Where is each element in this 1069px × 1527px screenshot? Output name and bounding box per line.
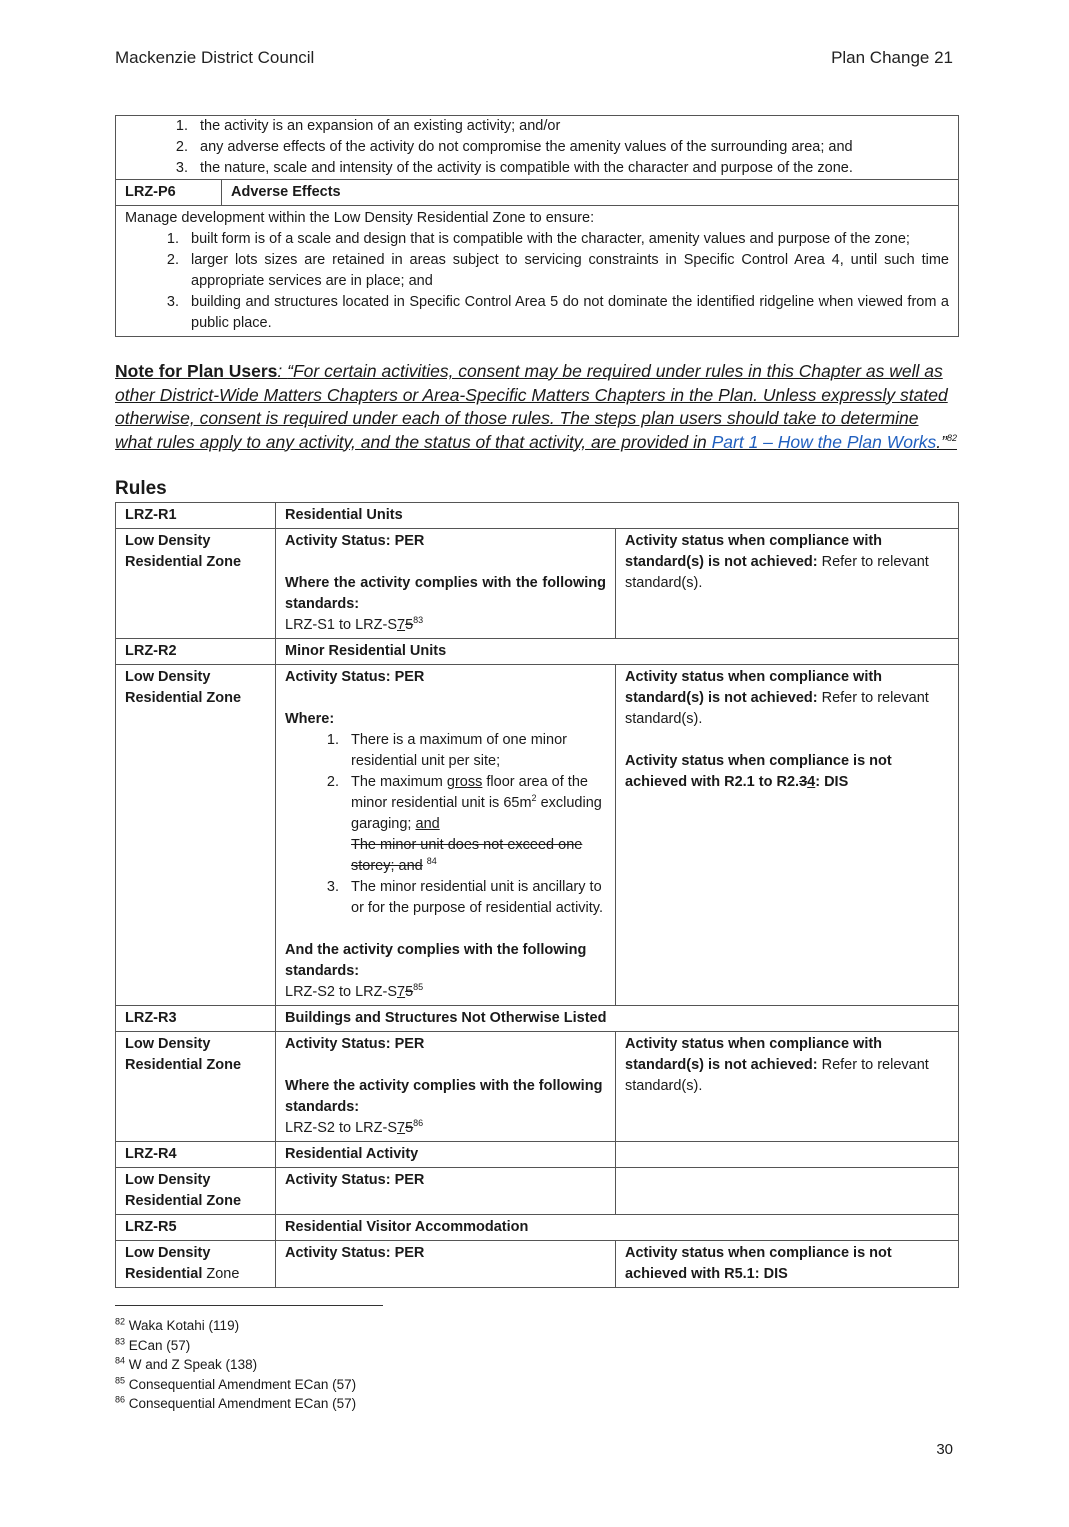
- standards-ref: LRZ-S1 to LRZ-$S75^{83}$: [285, 615, 424, 633]
- non-compliance-text: Refer to relevant standard(s).: [625, 554, 929, 591]
- rule-code: LRZ-R3: [116, 1006, 276, 1032]
- policy-code: LRZ-P6: [116, 180, 222, 206]
- policy-body: [116, 206, 959, 337]
- non-compliance-cell: [616, 529, 959, 639]
- plan-works-link[interactable]: Part 1 – How the Plan Works: [711, 431, 937, 452]
- zone-line: Low Density: [125, 1245, 211, 1261]
- activity-status: Activity Status: PER: [276, 1241, 616, 1288]
- zone-line: Residential Zone: [125, 690, 242, 706]
- header-council-name: Mackenzie District Council: [115, 48, 315, 67]
- list-item: 3. building and structures located in Specific Control Area 5 do not dominate the identified ridgeline when viewed from a public place.: [183, 292, 949, 334]
- zone-line: Low Density: [125, 1036, 211, 1052]
- footnote-ref: 83: [413, 615, 424, 626]
- policy-items: [125, 229, 949, 334]
- non-compliance-label: Activity status when compliance with standard(s) is not achieved:: [625, 1036, 883, 1073]
- note-text: “For certain activities, consent may be required under rules in this Chapter as well as other District-Wide Matters Chapters or Area-Specific Matters Chapters in the Plan. Unless expressly stated otherwise, consent is required under each of those rules. The steps plan users should take to determine what rules apply to any activity, and the status of that activity, are provided in: [115, 361, 948, 452]
- where-standards: Where the activity complies with the following standards:: [285, 1078, 603, 1115]
- list-item: 1. the activity is an expansion of an existing activity; and/or: [192, 116, 949, 137]
- struck-text: The minor unit does not exceed one storey; and: [351, 837, 583, 874]
- policy-list-cell: [116, 116, 959, 180]
- policy-intro: Manage development within the Low Density Residential Zone to ensure:: [125, 210, 595, 226]
- list-item: 1. built form is of a scale and design that is compatible with the character, amenity values and purpose of the zone;: [183, 229, 949, 250]
- policy-list: [125, 116, 949, 179]
- zone-cell: [116, 529, 276, 639]
- activity-status: Activity Status: PER: [285, 533, 425, 549]
- non-compliance-cell: [616, 1032, 959, 1142]
- rule-title: Buildings and Structures Not Otherwise Listed: [276, 1006, 959, 1032]
- non-compliance-dis: Activity status when compliance is not achieved with R2.1 to R2.34: DIS: [625, 753, 892, 790]
- note-footnote-ref: 82: [946, 432, 957, 443]
- rule-title: Residential Visitor Accommodation: [276, 1215, 959, 1241]
- list-item: 2. any adverse effects of the activity do not compromise the amenity values of the surrounding area; and: [192, 137, 949, 158]
- rule-code: LRZ-R4: [116, 1142, 276, 1168]
- where-label: Where:: [285, 711, 335, 727]
- condition-list: [285, 730, 606, 919]
- zone-line: Low Density: [125, 533, 211, 549]
- footnote: $^{85}$ Consequential Amendment ECan (57): [115, 1375, 357, 1392]
- note-end: .”: [936, 431, 947, 452]
- page-number: 30: [936, 1441, 953, 1458]
- policy-table: [115, 115, 959, 337]
- policy-title: Adverse Effects: [222, 180, 959, 206]
- list-item: 2. The maximum gross floor area of the minor residential unit is $65m^2$ excluding garaging; and The minor unit does not exceed one storey; and $^{84}$: [343, 772, 606, 877]
- rule-code: LRZ-R2: [116, 639, 276, 665]
- rule-code: LRZ-R5: [116, 1215, 276, 1241]
- non-compliance-text: Refer to relevant standard(s).: [625, 690, 929, 727]
- empty-cell: [616, 1142, 959, 1168]
- activity-status: Activity Status: PER: [276, 1168, 616, 1215]
- list-item: 3. The minor residential unit is ancillary to or for the purpose of residential activity.: [343, 877, 606, 919]
- zone-cell: [116, 1032, 276, 1142]
- footnote-ref: 84: [426, 856, 437, 867]
- rule-title: Residential Activity: [276, 1142, 616, 1168]
- list-item: 2. larger lots sizes are retained in areas subject to servicing constraints in Specific Control Area 4, until such time appropriate services are in place; and: [183, 250, 949, 292]
- footnote-ref: 85: [413, 982, 424, 993]
- footnote: $^{86}$ Consequential Amendment ECan (57): [115, 1394, 357, 1411]
- zone-line: Low Density: [125, 1172, 211, 1188]
- zone-line: Low Density: [125, 669, 211, 685]
- empty-cell: [616, 1168, 959, 1215]
- non-compliance-label: Activity status when compliance with standard(s) is not achieved:: [625, 533, 883, 570]
- and-standards: And the activity complies with the following standards:: [285, 942, 587, 979]
- footnotes: [115, 1316, 356, 1414]
- standards-ref: LRZ-S2 to LRZ-$S75^{86}$: [285, 1118, 424, 1136]
- note-for-plan-users: [115, 360, 957, 454]
- non-compliance-label: Activity status when compliance with standard(s) is not achieved:: [625, 669, 883, 706]
- activity-status: Activity Status: PER: [285, 1036, 425, 1052]
- note-colon: :: [277, 361, 288, 381]
- footnote: $^{82}$ Waka Kotahi (119): [115, 1316, 240, 1333]
- zone-cell: [116, 1241, 276, 1288]
- list-item: 1. There is a maximum of one minor residential unit per site;: [343, 730, 606, 772]
- footnote: $^{84}$ W and Z Speak (138): [115, 1355, 258, 1372]
- footnote: $^{83}$ ECan (57): [115, 1336, 191, 1353]
- rule-code: LRZ-R1: [116, 503, 276, 529]
- zone-line: Residential Zone: [125, 1193, 242, 1209]
- standards-ref: LRZ-S2 to LRZ-$S75^{85}$: [285, 982, 424, 1000]
- activity-status: Activity Status: PER: [285, 669, 425, 685]
- note-lead: Note for Plan Users: [115, 361, 278, 381]
- list-item: 3. the nature, scale and intensity of the activity is compatible with the character and purpose of the zone.: [192, 158, 949, 179]
- zone-line: Residential Zone: [125, 1057, 242, 1073]
- rules-heading: Rules: [115, 478, 167, 499]
- rules-table: [115, 502, 959, 1288]
- zone-cell: [116, 1168, 276, 1215]
- where-standards: Where the activity complies with the following standards:: [285, 575, 606, 612]
- non-compliance-cell: [616, 665, 959, 1006]
- zone-cell: [116, 665, 276, 1006]
- activity-status-cell: [276, 665, 616, 1006]
- header-plan-change: Plan Change 21: [831, 48, 953, 67]
- rule-title: Minor Residential Units: [276, 639, 959, 665]
- zone-line: Residential Zone: [125, 554, 242, 570]
- activity-status-cell: [276, 1032, 616, 1142]
- footnote-divider: [115, 1305, 383, 1306]
- zone-line: Residential Zone: [125, 1266, 240, 1282]
- activity-status-cell: [276, 529, 616, 639]
- footnote-ref: 86: [413, 1118, 424, 1129]
- non-compliance-text: Refer to relevant standard(s).: [625, 1057, 929, 1094]
- non-compliance-dis: Activity status when compliance is not achieved with R5.1: DIS: [616, 1241, 959, 1288]
- rule-title: Residential Units: [276, 503, 959, 529]
